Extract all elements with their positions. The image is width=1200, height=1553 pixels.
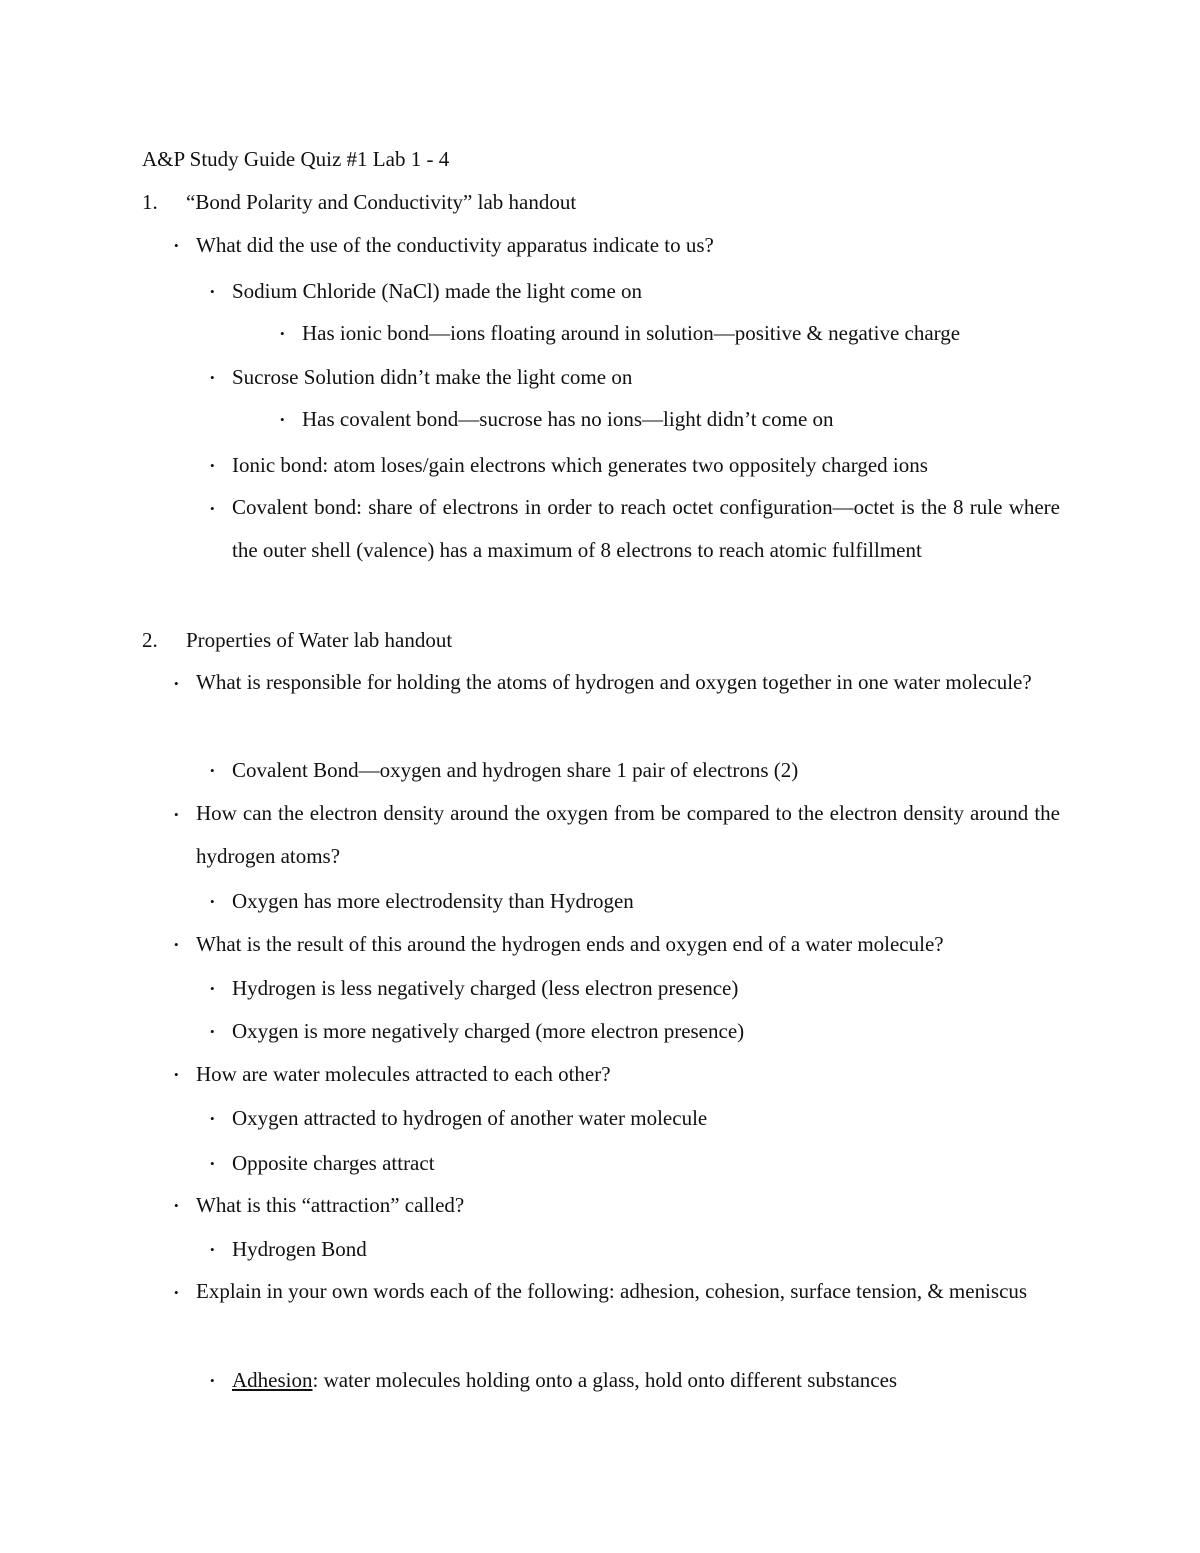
list-item	[174, 1192, 1074, 1218]
bullet-icon: •	[174, 1198, 179, 1213]
list-item	[174, 1061, 1074, 1087]
list-item	[210, 278, 1070, 304]
list-item	[174, 931, 1074, 957]
list-item	[280, 406, 1080, 432]
list-item	[210, 1367, 1070, 1393]
list-item	[174, 232, 1074, 258]
list-item	[210, 757, 1070, 783]
answer-detail-text: Has covalent bond—sucrose has no ions—light didn’t come on	[302, 407, 834, 431]
section-1-heading	[142, 189, 576, 215]
question-text: What is this “attraction” called?	[196, 1193, 465, 1217]
bullet-icon: •	[280, 412, 285, 427]
answer-text: Oxygen has more electrodensity than Hydrogen	[232, 889, 634, 913]
bullet-icon: •	[210, 458, 215, 473]
bullet-icon: •	[210, 981, 215, 996]
answer-text: Oxygen is more negatively charged (more electron presence)	[232, 1019, 745, 1043]
answer-text: Covalent Bond—oxygen and hydrogen share 1 pair of electrons (2)	[232, 758, 799, 782]
list-item	[280, 320, 1080, 346]
list-item	[210, 1018, 1070, 1044]
bullet-icon: •	[280, 326, 285, 341]
list-item	[210, 452, 1070, 478]
question-text: What did the use of the conductivity apparatus indicate to us?	[196, 233, 714, 257]
bullet-icon: •	[174, 676, 179, 691]
list-item	[210, 364, 1070, 390]
bullet-icon: •	[174, 1067, 179, 1082]
answer-detail-text: Has ionic bond—ions floating around in solution—positive & negative charge	[302, 321, 961, 345]
question-text: How can the electron density around the oxygen from be compared to the electron density around the hydrogen atoms?	[196, 801, 1060, 868]
list-item	[210, 1150, 1070, 1176]
bullet-icon: •	[174, 238, 179, 253]
list-item	[174, 1270, 1060, 1313]
list-item	[210, 486, 1060, 572]
answer-text: Ionic bond: atom loses/gain electrons which generates two oppositely charged ions	[232, 453, 928, 477]
bullet-icon: •	[210, 501, 215, 516]
question-text: Explain in your own words each of the following: adhesion, cohesion, surface tension, & meniscus	[196, 1279, 1028, 1303]
question-text: How are water molecules attracted to each other?	[196, 1062, 611, 1086]
bullet-icon: •	[174, 937, 179, 952]
answer-text: Hydrogen Bond	[232, 1237, 367, 1261]
bullet-icon: •	[174, 807, 179, 822]
bullet-icon: •	[210, 763, 215, 778]
bullet-icon: •	[210, 1242, 215, 1257]
section-title: Properties of Water lab handout	[186, 628, 453, 652]
question-text: What is responsible for holding the atoms of hydrogen and oxygen together in one water molecule?	[196, 670, 1032, 694]
bullet-icon: •	[210, 370, 215, 385]
bullet-icon: •	[210, 894, 215, 909]
term-definition: : water molecules holding onto a glass, hold onto different substances	[312, 1368, 898, 1392]
answer-text: Sodium Chloride (NaCl) made the light come on	[232, 279, 643, 303]
section-title: “Bond Polarity and Conductivity” lab handout	[186, 190, 577, 214]
bullet-icon: •	[174, 1285, 179, 1300]
answer-text	[232, 1367, 1070, 1393]
list-item	[174, 792, 1060, 878]
section-number: 1.	[142, 190, 158, 214]
list-item	[210, 1105, 1070, 1131]
question-text: What is the result of this around the hydrogen ends and oxygen end of a water molecule?	[196, 932, 944, 956]
page-title: A&P Study Guide Quiz #1 Lab 1 - 4	[142, 147, 450, 171]
answer-text: Oxygen attracted to hydrogen of another water molecule	[232, 1106, 708, 1130]
bullet-icon: •	[210, 1024, 215, 1039]
bullet-icon: •	[210, 1111, 215, 1126]
section-2-heading	[142, 627, 452, 653]
answer-text: Hydrogen is less negatively charged (less electron presence)	[232, 976, 739, 1000]
list-item	[210, 975, 1070, 1001]
bullet-icon: •	[210, 1156, 215, 1171]
answer-text: Opposite charges attract	[232, 1151, 435, 1175]
list-item	[174, 661, 1060, 704]
bullet-icon: •	[210, 284, 215, 299]
answer-text: Sucrose Solution didn’t make the light come on	[232, 365, 633, 389]
list-item	[210, 888, 1070, 914]
section-number: 2.	[142, 628, 158, 652]
term-underlined: Adhesion	[232, 1368, 313, 1392]
answer-text: Covalent bond: share of electrons in order to reach octet configuration—octet is the 8 rule where the outer shell (valence) has a maximum of 8 electrons to reach atomic fulfillment	[232, 495, 1060, 562]
bullet-icon: •	[210, 1373, 215, 1388]
list-item	[210, 1236, 1070, 1262]
